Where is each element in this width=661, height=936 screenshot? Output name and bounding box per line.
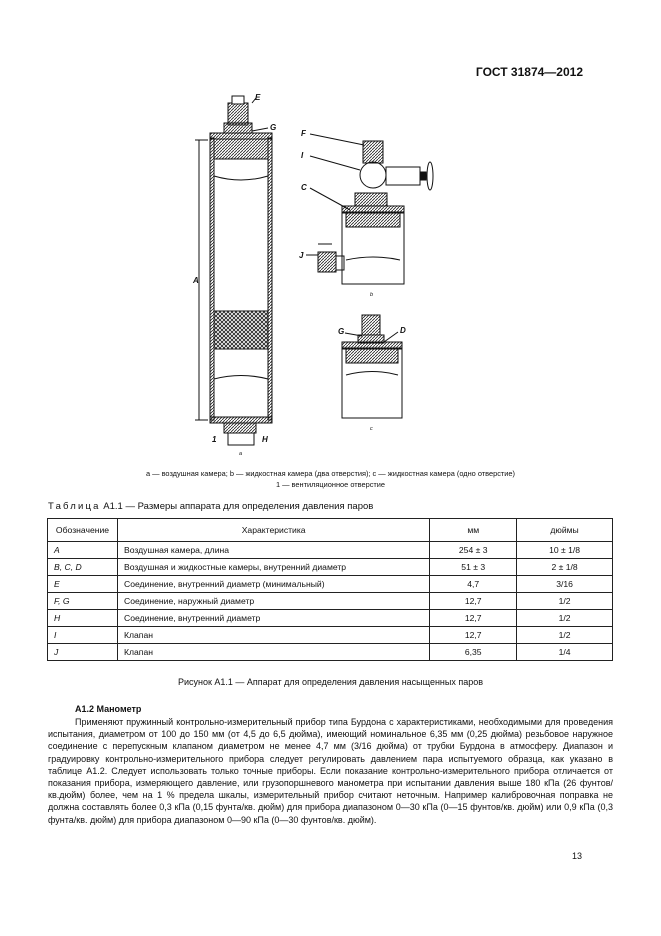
label-H: H <box>262 435 268 444</box>
figure-legend-line1: a — воздушная камера; b — жидкостная камера (два отверстия); c — жидкостная камера (одно отверстие) <box>145 469 516 478</box>
cell-mm: 4,7 <box>430 576 517 593</box>
label-J: J <box>299 251 304 260</box>
cell-inches: 2 ± 1/8 <box>517 559 613 576</box>
sub-label-b: b <box>370 292 374 298</box>
th-mm: мм <box>430 519 517 542</box>
label-G: G <box>270 123 277 132</box>
cell-designation: E <box>48 576 118 593</box>
cell-characteristic: Клапан <box>117 644 429 661</box>
cell-characteristic: Соединение, наружный диаметр <box>117 593 429 610</box>
label-I: I <box>301 151 304 160</box>
cell-designation: J <box>48 644 118 661</box>
cell-designation: F, G <box>48 593 118 610</box>
liquid-chamber-one-opening <box>342 315 402 418</box>
table-row <box>48 542 613 559</box>
sub-label-a: a <box>239 451 243 457</box>
cell-designation: I <box>48 627 118 644</box>
cell-mm: 12,7 <box>430 610 517 627</box>
body-paragraph: Применяют пружинный контрольно-измерительный прибор типа Бурдона с характеристиками, необходимыми для проведения испытания, диаметром от 100 до 150 мм (от 4,5 до 6,5 дюйма), имеющий номинальное 6,35 мм (0,25 дюйма) резьбовое наружное соединение с перепускным клапаном диаметром не менее 4,7 мм (3/16 дюйма) от трубки Бурдона в атмосферу. Диапазон и градуировку контрольно-измерительного прибора следует регулировать давлением пара испытуемого образца, как указано в таблице А1.2. Следует использовать только точные приборы. Если показание контрольно-измерительного прибора отличается от показания прибора, измеряющего давление, или грузопоршневого манометра при испытании давления выше 180 кПа (26 фунтов/кв.дюйм) более, чем на 1 % предела шкалы, измерительный прибор считают неточным. Например калибровочная поправка не должна составлять более 0,3 кПа (0,15 фунта/кв. дюйм) для прибора диапазоном 0—30 кПа (0—15 фунтов/кв. дюйм) или 0,9 кПа (0,3 фунта/кв. дюйм) для прибора диапазоном 0—90 кПа (0—30 фунтов/кв. дюйм). <box>48 717 613 825</box>
cell-mm: 254 ± 3 <box>430 542 517 559</box>
standard-header: ГОСТ 31874—2012 <box>475 65 583 79</box>
table-header-row <box>48 519 613 542</box>
air-chamber <box>195 96 272 445</box>
table-row <box>48 644 613 661</box>
cell-inches: 1/2 <box>517 593 613 610</box>
figure-legend-line2: 1 — вентиляционное отверстие <box>275 480 386 489</box>
table-title-text: А1.1 — Размеры аппарата для определения давления паров <box>103 501 374 512</box>
section-title: А1.2 Манометр <box>75 704 142 714</box>
table-title-prefix: Таблица <box>48 501 101 512</box>
table-row <box>48 576 613 593</box>
th-characteristic: Характеристика <box>117 519 429 542</box>
th-inches: дюймы <box>517 519 613 542</box>
label-G2: G <box>338 327 345 336</box>
label-E: E <box>255 93 261 102</box>
cell-mm: 51 ± 3 <box>430 559 517 576</box>
label-F: F <box>301 129 306 138</box>
table-row <box>48 593 613 610</box>
cell-mm: 12,7 <box>430 593 517 610</box>
cell-characteristic: Воздушная камера, длина <box>117 542 429 559</box>
cell-inches: 1/4 <box>517 644 613 661</box>
label-A: A <box>193 276 199 285</box>
table-row <box>48 559 613 576</box>
th-designation: Обозначение <box>48 519 118 542</box>
label-D: D <box>400 326 406 335</box>
sub-label-c: c <box>370 426 373 432</box>
label-1: 1 <box>212 435 217 444</box>
cell-designation: A <box>48 542 118 559</box>
cell-inches: 1/2 <box>517 610 613 627</box>
cell-mm: 12,7 <box>430 627 517 644</box>
cell-characteristic: Воздушная и жидкостные камеры, внутренний диаметр <box>117 559 429 576</box>
liquid-chamber-two-openings <box>306 134 433 284</box>
table-row <box>48 627 613 644</box>
body-text <box>48 716 613 826</box>
label-C: C <box>301 183 307 192</box>
cell-characteristic: Соединение, внутренний диаметр <box>117 610 429 627</box>
cell-inches: 10 ± 1/8 <box>517 542 613 559</box>
cell-mm: 6,35 <box>430 644 517 661</box>
cell-characteristic: Соединение, внутренний диаметр (минимальный) <box>117 576 429 593</box>
dimensions-table <box>47 518 613 661</box>
table-row <box>48 610 613 627</box>
cell-designation: H <box>48 610 118 627</box>
page-number: 13 <box>571 851 582 861</box>
table-title <box>48 501 373 512</box>
cell-inches: 1/2 <box>517 627 613 644</box>
cell-characteristic: Клапан <box>117 627 429 644</box>
cell-inches: 3/16 <box>517 576 613 593</box>
figure-caption: Рисунок А1.1 — Аппарат для определения давления насыщенных паров <box>177 677 484 687</box>
cell-designation: B, C, D <box>48 559 118 576</box>
